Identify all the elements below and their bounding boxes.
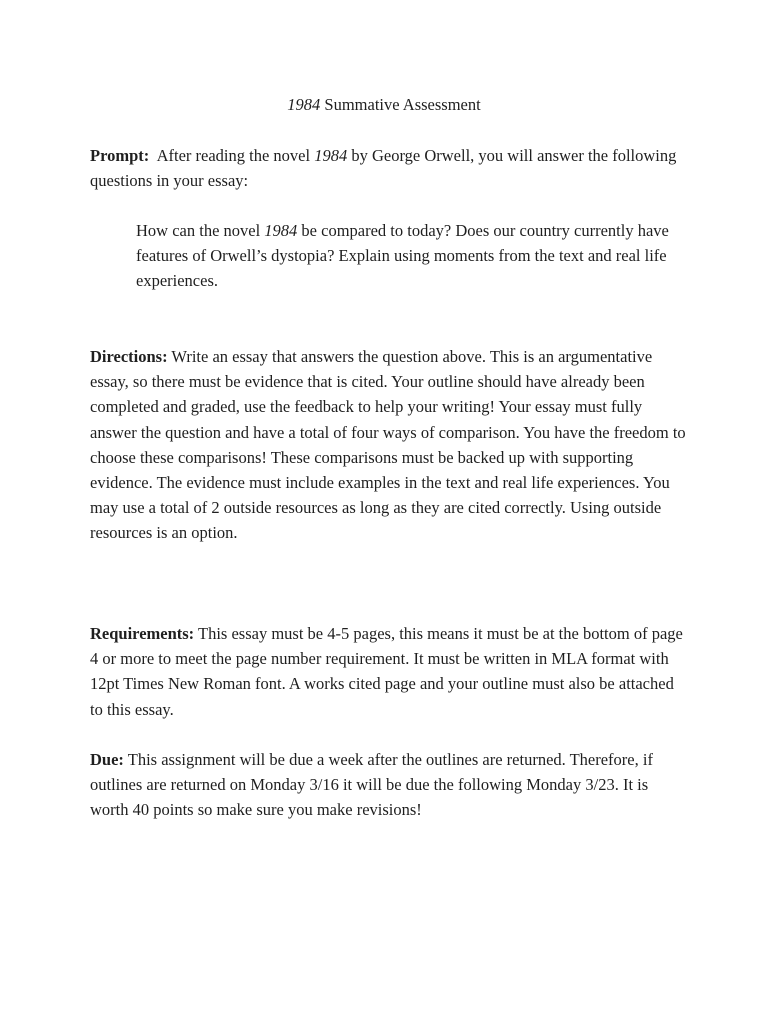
question-text-end: be compared to today? Does our country currently have features of Orwell’s dystopia? Explain using moments from the text and real life experiences. — [136, 221, 669, 291]
due-paragraph — [90, 747, 690, 823]
due-text: This assignment will be due a week after the outlines are returned. Therefore, if outlines are returned on Monday 3/16 it will be due the following Monday 3/23. It is worth 40 points so make sure you make revisions! — [90, 750, 653, 820]
prompt-novel-name: 1984 — [314, 146, 348, 165]
title-novel-name: 1984 — [287, 95, 321, 114]
question-novel-name: 1984 — [264, 221, 298, 240]
title-text: Summative Assessment — [320, 95, 481, 114]
directions-text: Write an essay that answers the question above. This is an argumentative essay, so there must be evidence that is cited. Your outline should have already been completed and graded, use the feedback to help your writing! Your essay must fully answer the question and have a total of four ways of comparison. You have the freedom to choose these comparisons! These comparisons must be backed up with supporting evidence. The evidence must include examples in the text and real life experiences. You may use a total of 2 outside resources as long as they are cited correctly. Using outside resources is an option. — [90, 347, 686, 543]
prompt-paragraph — [90, 143, 690, 193]
prompt-text-start: After reading the novel — [149, 146, 315, 165]
requirements-paragraph — [90, 621, 690, 722]
requirements-text: This essay must be 4-5 pages, this means it must be at the bottom of page 4 or more to meet the page number requirement. It must be written in MLA format with 12pt Times New Roman font. A works cited page and your outline must also be attached to this essay. — [90, 624, 683, 719]
directions-paragraph — [90, 344, 690, 546]
essay-question — [136, 218, 696, 294]
prompt-text-end: by George Orwell, you will answer the following questions in your essay: — [90, 146, 677, 191]
prompt-label: Prompt: — [90, 146, 150, 165]
directions-label: Directions: — [90, 347, 168, 366]
document-title — [0, 92, 768, 117]
due-label: Due: — [90, 750, 124, 769]
requirements-label: Requirements: — [90, 624, 195, 643]
question-text-start: How can the novel — [136, 221, 265, 240]
